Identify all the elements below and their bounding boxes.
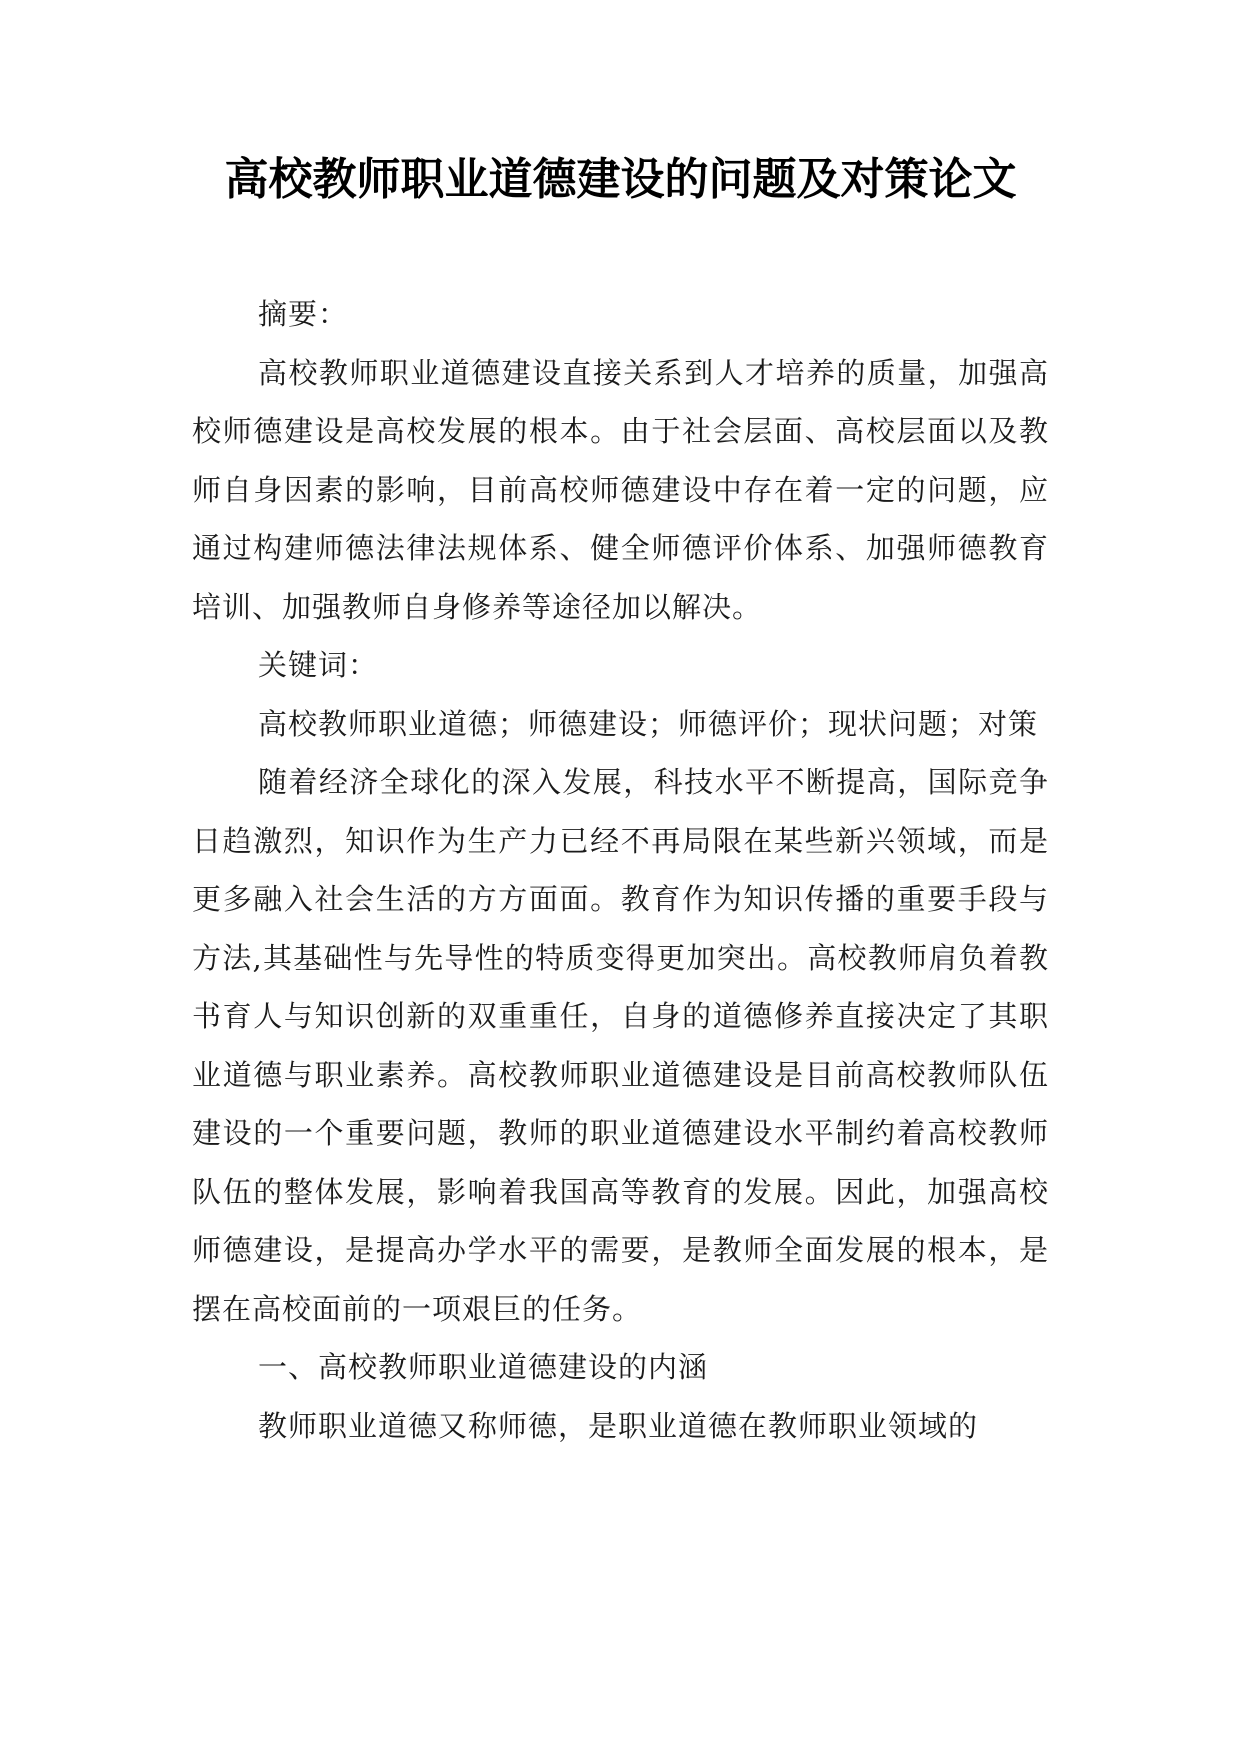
intro-paragraph: 随着经济全球化的深入发展，科技水平不断提高，国际竞争日趋激烈，知识作为生产力已经不再局限在某些新兴领域，而是更多融入社会生活的方方面面。教育作为知识传播的重要手段与方法,其基础性与先导性的特质变得更加突出。高校教师肩负着教书育人与知识创新的双重重任，自身的道德修养直接决定了其职业道德与职业素养。高校教师职业道德建设是目前高校教师队伍建设的一个重要问题，教师的职业道德建设水平制约着高校教师队伍的整体发展，影响着我国高等教育的发展。因此，加强高校师德建设，是提高办学水平的需要，是教师全面发展的根本，是摆在高校面前的一项艰巨的任务。 bbox=[192, 765, 1049, 1326]
section-heading: 一、高校教师职业道德建设的内涵 bbox=[258, 1350, 709, 1384]
abstract-heading: 摘要： bbox=[258, 297, 349, 331]
keywords-paragraph: 高校教师职业道德；师德建设；师德评价；现状问题；对策 bbox=[258, 706, 1039, 741]
document-body bbox=[192, 285, 1049, 1455]
keywords-heading: 关键词： bbox=[258, 648, 379, 682]
section-paragraph: 教师职业道德又称师德，是职业道德在教师职业领域的 bbox=[258, 1408, 979, 1443]
abstract-paragraph: 高校教师职业道德建设直接关系到人才培养的质量，加强高校师德建设是高校发展的根本。由于社会层面、高校层面以及教师自身因素的影响，目前高校师德建设中存在着一定的问题，应通过构建师德法律法规体系、健全师德评价体系、加强师德教育培训、加强教师自身修养等途径加以解决。 bbox=[192, 355, 1049, 624]
document-title: 高校教师职业道德建设的问题及对策论文 bbox=[224, 154, 1017, 205]
